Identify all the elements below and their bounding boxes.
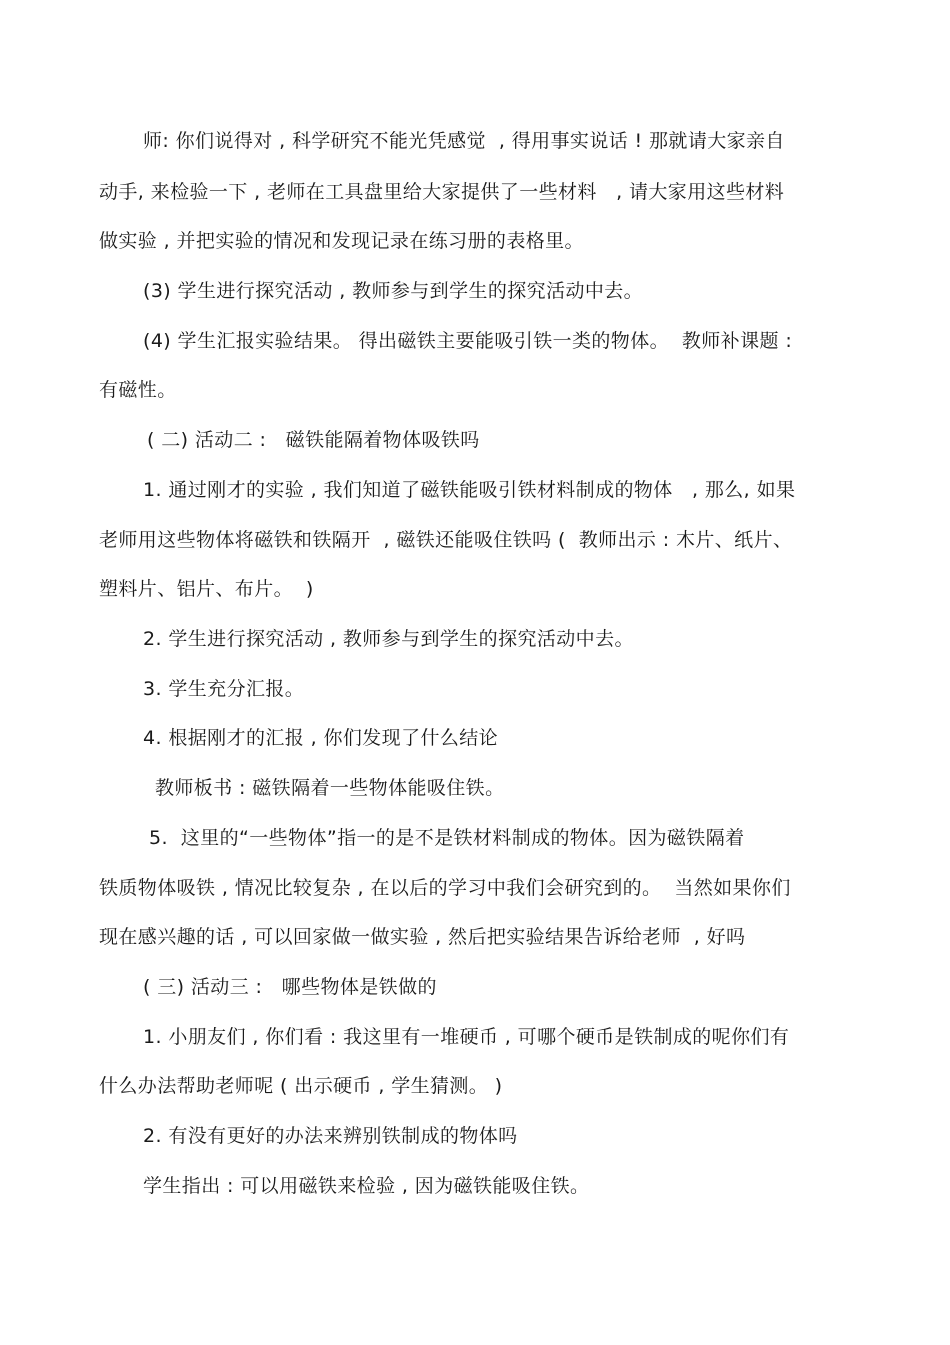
section-heading: ( 三) 活动三 : 哪些物体是铁做的 — [143, 976, 437, 998]
text-line: 2. 有没有更好的办法来辨别铁制成的物体吗 — [143, 1125, 518, 1147]
text-line: 什么办法帮助老师呢 ( 出示硬币 , 学生猜测。 ) — [99, 1075, 503, 1097]
text-line: 教师板书 : 磁铁隔着一些物体能吸住铁。 — [155, 777, 505, 799]
text-line: 塑料片、铝片、布片。 ) — [99, 578, 314, 600]
section-heading: ( 二) 活动二 : 磁铁能隔着物体吸铁吗 — [147, 429, 480, 451]
text-line: 老师用这些物体将磁铁和铁隔开 , 磁铁还能吸住铁吗 ( 教师出示 : 木片、纸片、 — [99, 529, 793, 551]
text-line: 2. 学生进行探究活动 , 教师参与到学生的探究活动中去。 — [143, 628, 634, 650]
text-line: 有磁性。 — [99, 379, 177, 401]
text-line: 5. 这里的“一些物体”指一的是不是铁材料制成的物体。因为磁铁隔着 — [149, 827, 745, 849]
text-line: 现在感兴趣的话 , 可以回家做一做实验 , 然后把实验结果告诉给老师 , 好吗 — [99, 926, 746, 948]
text-line: 4. 根据刚才的汇报 , 你们发现了什么结论 — [143, 727, 499, 749]
text-line: 1. 通过刚才的实验 , 我们知道了磁铁能吸引铁材料制成的物体 , 那么, 如果 — [143, 479, 796, 501]
text-line: 3. 学生充分汇报。 — [143, 678, 305, 700]
text-line: (3) 学生进行探究活动 , 教师参与到学生的探究活动中去。 — [143, 280, 644, 302]
text-line: 1. 小朋友们 , 你们看 : 我这里有一堆硬币 , 可哪个硬币是铁制成的呢你们有 — [143, 1026, 790, 1048]
text-line: 动手, 来检验一下 , 老师在工具盘里给大家提供了一些材料 , 请大家用这些材料 — [99, 181, 785, 203]
text-line: 师: 你们说得对 , 科学研究不能光凭感觉 , 得用事实说话 ! 那就请大家亲自 — [143, 130, 785, 152]
text-line: 学生指出 : 可以用磁铁来检验 , 因为磁铁能吸住铁。 — [143, 1175, 590, 1197]
text-line: 做实验 , 并把实验的情况和发现记录在练习册的表格里。 — [99, 230, 584, 252]
text-line: 铁质物体吸铁 , 情况比较复杂 , 在以后的学习中我们会研究到的。 当然如果你们 — [99, 877, 791, 899]
text-line: (4) 学生汇报实验结果。 得出磁铁主要能吸引铁一类的物体。 教师补课题 : — [143, 330, 793, 352]
